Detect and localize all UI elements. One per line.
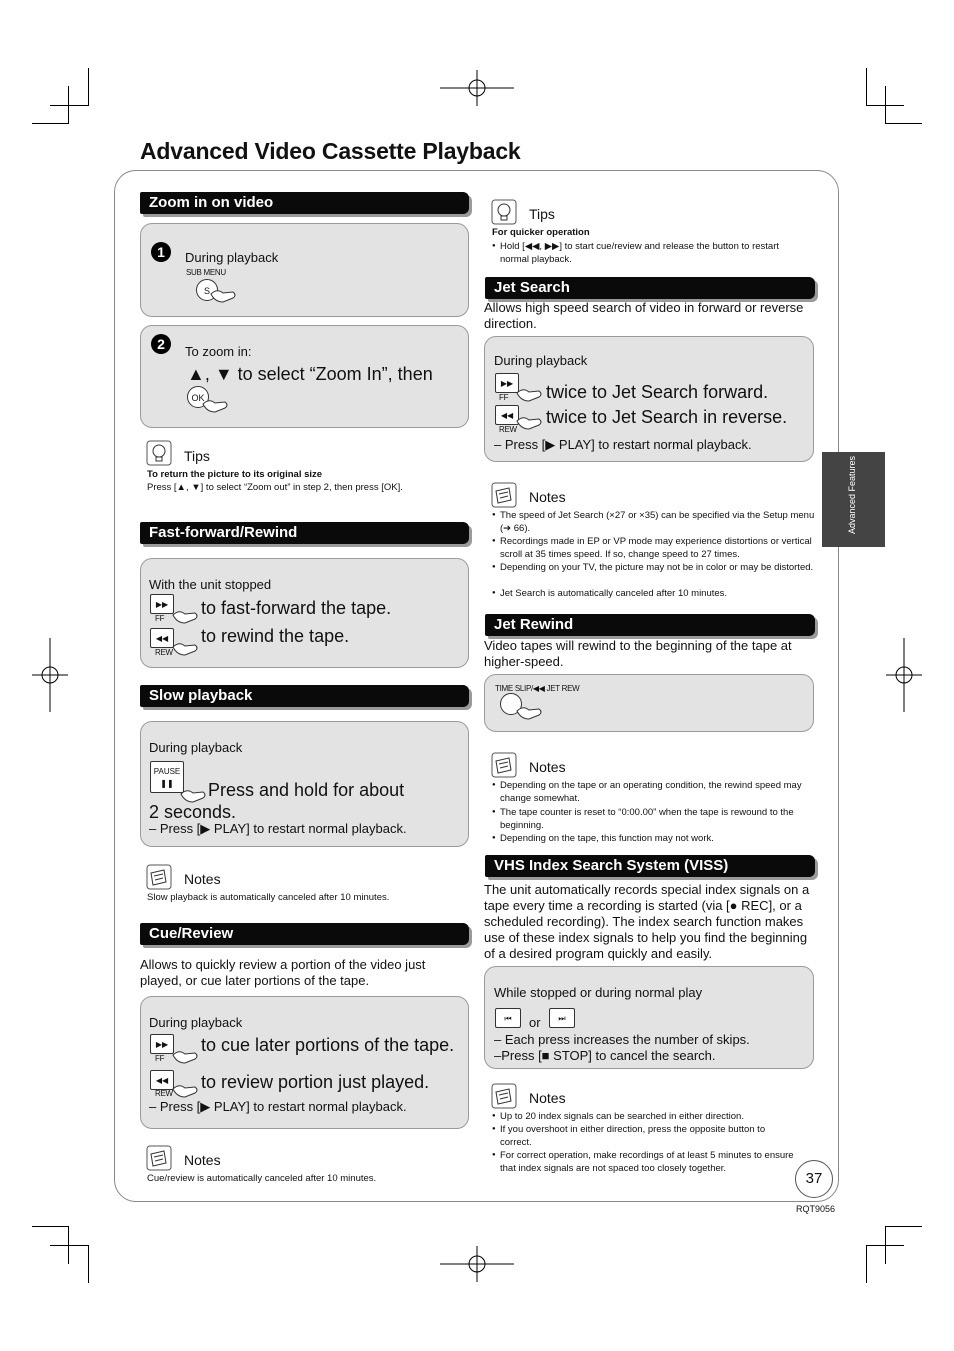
page-title: Advanced Video Cassette Playback xyxy=(140,138,521,164)
note-item: ● Up to 20 index signals can be searched in either direction. xyxy=(492,1110,795,1123)
note-item: ● Jet Search is automatically canceled after 10 minutes. xyxy=(492,587,815,600)
hand-press-icon xyxy=(171,639,199,657)
step-text: During playback xyxy=(185,250,279,265)
cue-instruction: to cue later portions of the tape. xyxy=(201,1035,455,1055)
crop-mark xyxy=(866,1245,904,1246)
rew-key: ◀◀ xyxy=(150,1070,174,1090)
viss-note-1: – Each press increases the number of skips. xyxy=(494,1032,750,1047)
crop-mark xyxy=(32,1226,69,1227)
jet-reverse-instruction: twice to Jet Search in reverse. xyxy=(546,407,788,427)
note-item: ● For correct operation, make recordings of at least 5 minutes to ensure that index signals are not spaced too closely together. xyxy=(492,1149,795,1175)
tips-heading: For quicker operation xyxy=(492,227,590,238)
condition-text: During playback xyxy=(149,1015,243,1030)
cue-header: Cue/Review xyxy=(140,923,469,945)
zoom-header: Zoom in on video xyxy=(140,192,469,214)
notes-label: Notes xyxy=(529,489,566,505)
hand-press-icon xyxy=(171,607,199,625)
page-number: 37 xyxy=(795,1160,833,1198)
registration-mark xyxy=(886,638,922,712)
rew-key-label: REW xyxy=(499,425,517,434)
notes-body: Slow playback is automatically canceled after 10 minutes. xyxy=(147,892,390,903)
notes-icon xyxy=(491,1083,517,1109)
rewind-box xyxy=(484,674,814,732)
registration-mark xyxy=(440,70,514,106)
crop-mark xyxy=(866,105,904,106)
registration-mark xyxy=(440,1246,514,1282)
ok-key: OK xyxy=(187,386,209,408)
note-item: ● Depending on your TV, the picture may not be in color or may be distorted. xyxy=(492,561,815,574)
slow-instruction: Press and hold for about xyxy=(208,780,405,800)
viss-intro: The unit automatically records special index signals on a tape every time a recording is started (via [● REC], or a scheduled recording). The index search function makes use of these index signals to help you find the beginning of a desired program quickly and easily. xyxy=(484,882,810,961)
crop-mark xyxy=(32,123,69,124)
step-instruction: ▲, ▼ to select “Zoom In”, then xyxy=(187,364,433,384)
step-text: To zoom in: xyxy=(185,344,252,359)
slow-box xyxy=(140,721,469,847)
viss-box xyxy=(484,966,814,1069)
note-item: ● Depending on the tape or an operating condition, the rewind speed may change somewhat. xyxy=(492,779,815,805)
crop-mark xyxy=(88,68,89,106)
review-instruction: to review portion just played. xyxy=(201,1072,430,1092)
notes-icon xyxy=(146,864,172,890)
viss-note-2: –Press [■ STOP] to cancel the search. xyxy=(494,1048,716,1063)
tips-body: Press [▲, ▼] to select “Zoom out” in step 2, then press [OK]. xyxy=(147,482,403,493)
slow-instruction-2: 2 seconds. xyxy=(149,802,237,822)
hand-press-icon xyxy=(171,1047,199,1065)
rew-key: ◀◀ xyxy=(150,628,174,648)
slow-note: – Press [▶ PLAY] to restart normal playback. xyxy=(149,821,407,836)
notes-icon xyxy=(491,482,517,508)
hand-press-icon xyxy=(209,286,237,304)
note-item: ● Depending on the tape, this function may not work. xyxy=(492,832,815,845)
condition-text: During playback xyxy=(494,353,588,368)
jet-intro: Allows high speed search of video in forward or reverse direction. xyxy=(484,300,804,331)
notes-icon xyxy=(491,752,517,778)
notes-icon xyxy=(146,1145,172,1171)
note-item: ● The speed of Jet Search (×27 or ×35) can be specified via the Setup menu (➔ 66). xyxy=(492,509,815,535)
hand-press-icon xyxy=(201,396,229,414)
sub-menu-key: S xyxy=(196,279,218,301)
registration-mark xyxy=(32,638,68,712)
cue-box xyxy=(140,996,469,1129)
hand-press-icon xyxy=(171,1081,199,1099)
zoom-step2-box xyxy=(140,325,469,428)
hand-press-icon xyxy=(515,385,543,403)
tips-bulb-icon xyxy=(146,440,172,466)
crop-mark xyxy=(866,1245,867,1283)
cue-intro: Allows to quickly review a portion of the video just played, or cue later portions of the tape. xyxy=(140,957,426,988)
hand-press-icon xyxy=(515,413,543,431)
ff-key: ▶▶ xyxy=(150,594,174,614)
notes-body: Cue/review is automatically canceled after 10 minutes. xyxy=(147,1173,377,1184)
sub-menu-label: SUB MENU xyxy=(186,268,226,277)
side-tab: Advanced Features xyxy=(822,452,885,547)
step-number: 1 xyxy=(151,242,171,262)
pause-key-label: PAUSE xyxy=(153,767,181,776)
condition-text: While stopped or during normal play xyxy=(494,985,703,1000)
crop-mark xyxy=(885,123,922,124)
rewind-header: Jet Rewind xyxy=(485,614,815,636)
crop-mark xyxy=(50,1245,88,1246)
rew-key: ◀◀ xyxy=(495,405,519,425)
crop-mark xyxy=(885,1226,922,1227)
jet-box xyxy=(484,336,814,462)
ff-box xyxy=(140,558,469,668)
tips-label: Tips xyxy=(184,448,210,464)
ff-key-label: FF xyxy=(499,393,509,402)
hand-press-icon xyxy=(515,703,543,721)
note-item: ● If you overshoot in either direction, press the opposite button to correct. xyxy=(492,1123,795,1149)
tips-heading: To return the picture to its original size xyxy=(147,469,323,480)
skip-forward-key: ⏭ xyxy=(549,1008,575,1028)
tips-bulb-icon xyxy=(491,199,517,225)
jet-note: – Press [▶ PLAY] to restart normal playback. xyxy=(494,437,752,452)
ff-instruction: to fast-forward the tape. xyxy=(201,598,392,618)
ff-key: ▶▶ xyxy=(150,1034,174,1054)
step-number: 2 xyxy=(151,334,171,354)
model-code: RQT9056 xyxy=(796,1204,836,1214)
tips-label: Tips xyxy=(529,206,555,222)
rew-key-label: REW xyxy=(155,1089,173,1098)
crop-mark xyxy=(88,1245,89,1283)
note-item: ● The tape counter is reset to “0:00.00” when the tape is rewound to the beginning. xyxy=(492,806,815,832)
ff-key-label: FF xyxy=(155,1054,165,1063)
ff-header: Fast-forward/Rewind xyxy=(140,522,469,544)
crop-mark xyxy=(50,105,88,106)
time-slip-key-label: TIME SLIP/◀◀ JET REW xyxy=(495,684,580,693)
jet-forward-instruction: twice to Jet Search forward. xyxy=(546,382,769,402)
notes-label: Notes xyxy=(184,871,221,887)
condition-text: During playback xyxy=(149,740,243,755)
rewind-intro: Video tapes will rewind to the beginning of the tape at higher-speed. xyxy=(484,638,792,669)
note-item: ● Recordings made in EP or VP mode may experience distortions or vertical scroll at 35 times speed. If so, change speed to 27 times. xyxy=(492,535,815,561)
rew-key-label: REW xyxy=(155,648,173,657)
jet-header: Jet Search xyxy=(485,277,815,299)
pause-icon: ❚❚ xyxy=(160,779,174,788)
rew-instruction: to rewind the tape. xyxy=(201,626,350,646)
crop-mark xyxy=(866,68,867,106)
ff-key-label: FF xyxy=(155,614,165,623)
tips-bullet: ● Hold [◀◀, ▶▶] to start cue/review and release the button to restart normal playback. xyxy=(492,240,800,266)
notes-label: Notes xyxy=(529,1090,566,1106)
slow-header: Slow playback xyxy=(140,685,469,707)
skip-back-key: ⏮ xyxy=(495,1008,521,1028)
notes-label: Notes xyxy=(529,759,566,775)
zoom-step1-box xyxy=(140,223,469,317)
notes-label: Notes xyxy=(184,1152,221,1168)
viss-header: VHS Index Search System (VISS) xyxy=(485,855,815,877)
cue-note: – Press [▶ PLAY] to restart normal playback. xyxy=(149,1099,407,1114)
or-text: or xyxy=(529,1015,541,1030)
ff-key: ▶▶ xyxy=(495,373,519,393)
condition-text: With the unit stopped xyxy=(149,577,272,592)
